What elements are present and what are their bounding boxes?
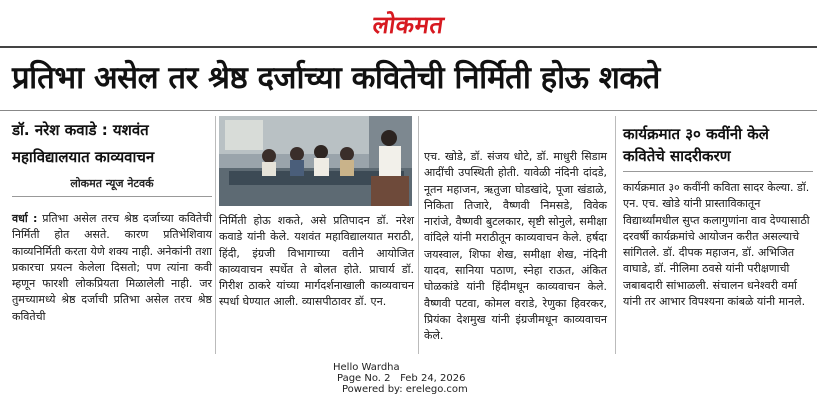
sidebar-divider: [623, 171, 813, 172]
article-subheadline: डॉ. नरेश कवाडे : यशवंत महाविद्यालयात काव्यवाचन: [12, 121, 155, 166]
article-column-2: निर्मिती होऊ शकते, असे प्रतिपादन डॉ. नरेश कवाडे यांनी केले. यशवंत महाविद्यालयात मराठी, हिंदी, इंग्रजी विभागाच्या वतीने आयोजित काव्यवाचन स्पर्धेत ते बोलत होते. प्राचार्य डॉ. गिरीश ठाकरे यांच्या मार्गदर्शनाखाली काव्यवाचन स्पर्धा घेण्यात आली. व्यासपीठावर डॉ. एन.: [219, 214, 414, 309]
sidebar-headline: कार्यक्रमात ३० कवींनी केले कवितेचे सादरीकरण: [623, 125, 769, 165]
article-column-3: एच. खोडे, डॉ. संजय धोटे, डॉ. माधुरी सिडाम आदींची उपस्थिती होती. यावेळी नंदिनी दांदडे, नूतन महाजन, ऋतुजा घोडखांदे, पूजा खंडाळे, निकिता तिजारे, वैष्णवी निमसडे, विवेक नारांजे, वैष्णवी बुटलकार, सृष्टी सोनुले, समीक्षा वांदिले यांनी मराठीतून काव्यवाचन केले. हर्षदा जयस्वाल, शिफा शेख, समीक्षा शेख, नंदिनी यादव, सानिया पठाण, स्नेहा राऊत, अंकित घोळकांडे यांनी हिंदीमधून काव्यवाचन केले. वैष्णवी पटवा, कोमल वराडे, रेणुका हिवरकर, प्रियंका देशमुख यांनी इंग्रजीमधून काव्यवाचन केले.: [424, 150, 607, 343]
powered-by: Powered by: erelego.com: [342, 384, 468, 395]
masthead: [0, 8, 817, 42]
sidebar-body: कार्यक्रमात ३० कवींनी कविता सादर केल्या. डॉ. एन. एच. खोडे यांनी प्रास्ताविकातून विद्यार्थ्यांमधील सुप्त कलागुणांना वाव देण्यासाठी दरवर्षी कार्यक्रमांचे आयोजन करीत असल्याचे सांगितले. डॉ. दीपक महाजन, डॉ. अभिजित वाघाडे, डॉ. नीलिमा ठवसे यांनी परीक्षणाची जबाबदारी सांभाळली. संचालन धनेश्वरी वर्मा यांनी तर आभार विपश्यना कांबळे यांनी मानले.: [623, 181, 810, 309]
edition-name: Hello Wardha: [333, 362, 400, 373]
column-divider: [418, 116, 419, 354]
column-divider: [215, 116, 216, 354]
dateline: वर्धा :: [12, 212, 38, 225]
page-date: Feb 24, 2026: [400, 373, 466, 384]
byline: लोकमत न्यूज नेटवर्क: [70, 177, 154, 190]
page-info: [300, 373, 500, 384]
article-headline: प्रतिभा असेल तर श्रेष्ठ दर्जाच्या कवितेची निर्मिती होऊ शकते: [12, 60, 660, 96]
headline-divider: [0, 110, 817, 111]
page-footer: [300, 362, 500, 395]
newspaper-logo: लोकमत: [370, 10, 447, 39]
article-column-1: [12, 211, 212, 325]
masthead-divider: [0, 46, 817, 48]
event-photo-image: [219, 116, 412, 206]
page-number: Page No. 2: [337, 373, 391, 384]
byline-divider: [12, 196, 212, 197]
column-1-body: प्रतिभा असेल तरच श्रेष्ठ दर्जाच्या कवितेची निर्मिती होत असते. कारण प्रतिभेशिवाय काव्यनिर्मिती करता येणे शक्य नाही. अनेकांनी तशा प्रकारचा प्रयत्न केलेला दिसतो; पण त्यांना कवी म्हणून फारशी लोकप्रियता मिळालेली नाही. जर तुमच्यामध्ये श्रेष्ठ दर्जाची प्रतिभा असेल तरच श्रेष्ठ कवितेची: [12, 212, 212, 323]
event-photo: [219, 116, 412, 206]
column-divider: [615, 116, 616, 354]
